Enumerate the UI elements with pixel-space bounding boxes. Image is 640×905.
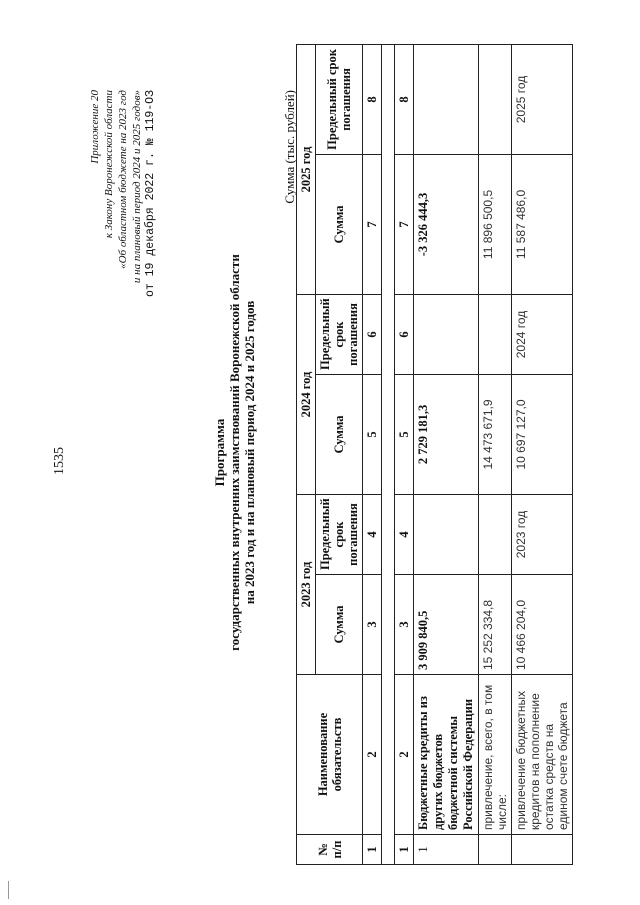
column-number: 2 <box>363 675 382 835</box>
row-sum-2023: 3 909 840,5 <box>414 575 479 675</box>
table-gap <box>382 44 395 864</box>
column-number: 1 <box>363 835 382 865</box>
column-number: 4 <box>363 494 382 574</box>
header-year-2025: 2025 год <box>297 44 316 294</box>
column-number: 5 <box>363 374 382 494</box>
row-term-2024 <box>479 294 512 374</box>
row-sum-2025: 11 896 500,5 <box>479 154 512 294</box>
table-row <box>414 44 479 864</box>
column-number: 5 <box>395 374 414 494</box>
title-line: Программа <box>212 418 227 487</box>
appendix-line: к Закону Воронежской области <box>103 90 115 239</box>
header-sum: Сумма <box>316 374 363 494</box>
row-term-2025 <box>479 44 512 154</box>
row-no <box>479 835 512 865</box>
column-number: 2 <box>395 675 414 835</box>
column-number: 7 <box>363 154 382 294</box>
row-term-2023: 2023 год <box>512 494 573 574</box>
appendix-block <box>88 90 158 470</box>
column-number: 6 <box>363 294 382 374</box>
header-term: Предельный срок погашения <box>316 44 363 154</box>
header-term: Предельный срок погашения <box>316 494 363 574</box>
header-no: № п/п <box>297 835 363 865</box>
row-sum-2024: 2 729 181,3 <box>414 374 479 494</box>
row-term-2023 <box>479 494 512 574</box>
row-term-2024: 2024 год <box>512 294 573 374</box>
column-number: 4 <box>395 494 414 574</box>
header-name: Наименование обязательств <box>297 675 363 835</box>
appendix-date: от 19 декабря 2022 г. № 119-ОЗ <box>144 90 157 298</box>
header-sum: Сумма <box>316 154 363 294</box>
page-number: 1535 <box>52 447 67 475</box>
header-year-2024: 2024 год <box>297 294 316 494</box>
document-title <box>212 0 257 905</box>
header-year-2023: 2023 год <box>297 494 316 674</box>
table-row <box>479 44 512 864</box>
title-line: на 2023 год и на плановый период 2024 и 2025 годов <box>242 300 257 605</box>
unit-label: Сумма (тыс. рублей) <box>282 90 297 204</box>
row-term-2023 <box>414 494 479 574</box>
row-sum-2024: 14 473 671,9 <box>479 374 512 494</box>
corner-mark <box>8 881 9 899</box>
row-no: 1 <box>414 835 479 865</box>
appendix-line: Приложение 20 <box>89 90 101 164</box>
column-number: 1 <box>395 835 414 865</box>
borrowing-table <box>296 44 573 865</box>
column-number: 8 <box>395 44 414 154</box>
appendix-line: «Об областном бюджете на 2023 год <box>117 90 129 269</box>
table-row <box>512 44 573 864</box>
header-sum: Сумма <box>316 575 363 675</box>
column-number: 6 <box>395 294 414 374</box>
row-sum-2025: -3 326 444,3 <box>414 154 479 294</box>
row-no <box>512 835 573 865</box>
row-term-2024 <box>414 294 479 374</box>
row-sum-2023: 15 252 334,8 <box>479 575 512 675</box>
row-name: привлечение бюджетных кредитов на пополнение остатка средств на едином счете бюджета <box>512 675 573 835</box>
column-number: 8 <box>363 44 382 154</box>
appendix-line: и на плановый период 2024 и 2025 годов» <box>131 90 143 284</box>
column-number: 3 <box>363 575 382 675</box>
row-sum-2023: 10 466 204,0 <box>512 575 573 675</box>
row-name: привлечение, всего, в том числе: <box>479 675 512 835</box>
row-sum-2025: 11 587 486,0 <box>512 154 573 294</box>
title-line: государственных внутренних заимствований Воронежской области <box>227 254 242 651</box>
column-number: 3 <box>395 575 414 675</box>
row-sum-2024: 10 697 127,0 <box>512 374 573 494</box>
row-term-2025: 2025 год <box>512 44 573 154</box>
column-number: 7 <box>395 154 414 294</box>
row-name: Бюджетные кредиты из других бюджетов бюджетной системы Российской Федерации <box>414 675 479 835</box>
row-term-2025 <box>414 44 479 154</box>
header-term: Предельный срок погашения <box>316 294 363 374</box>
